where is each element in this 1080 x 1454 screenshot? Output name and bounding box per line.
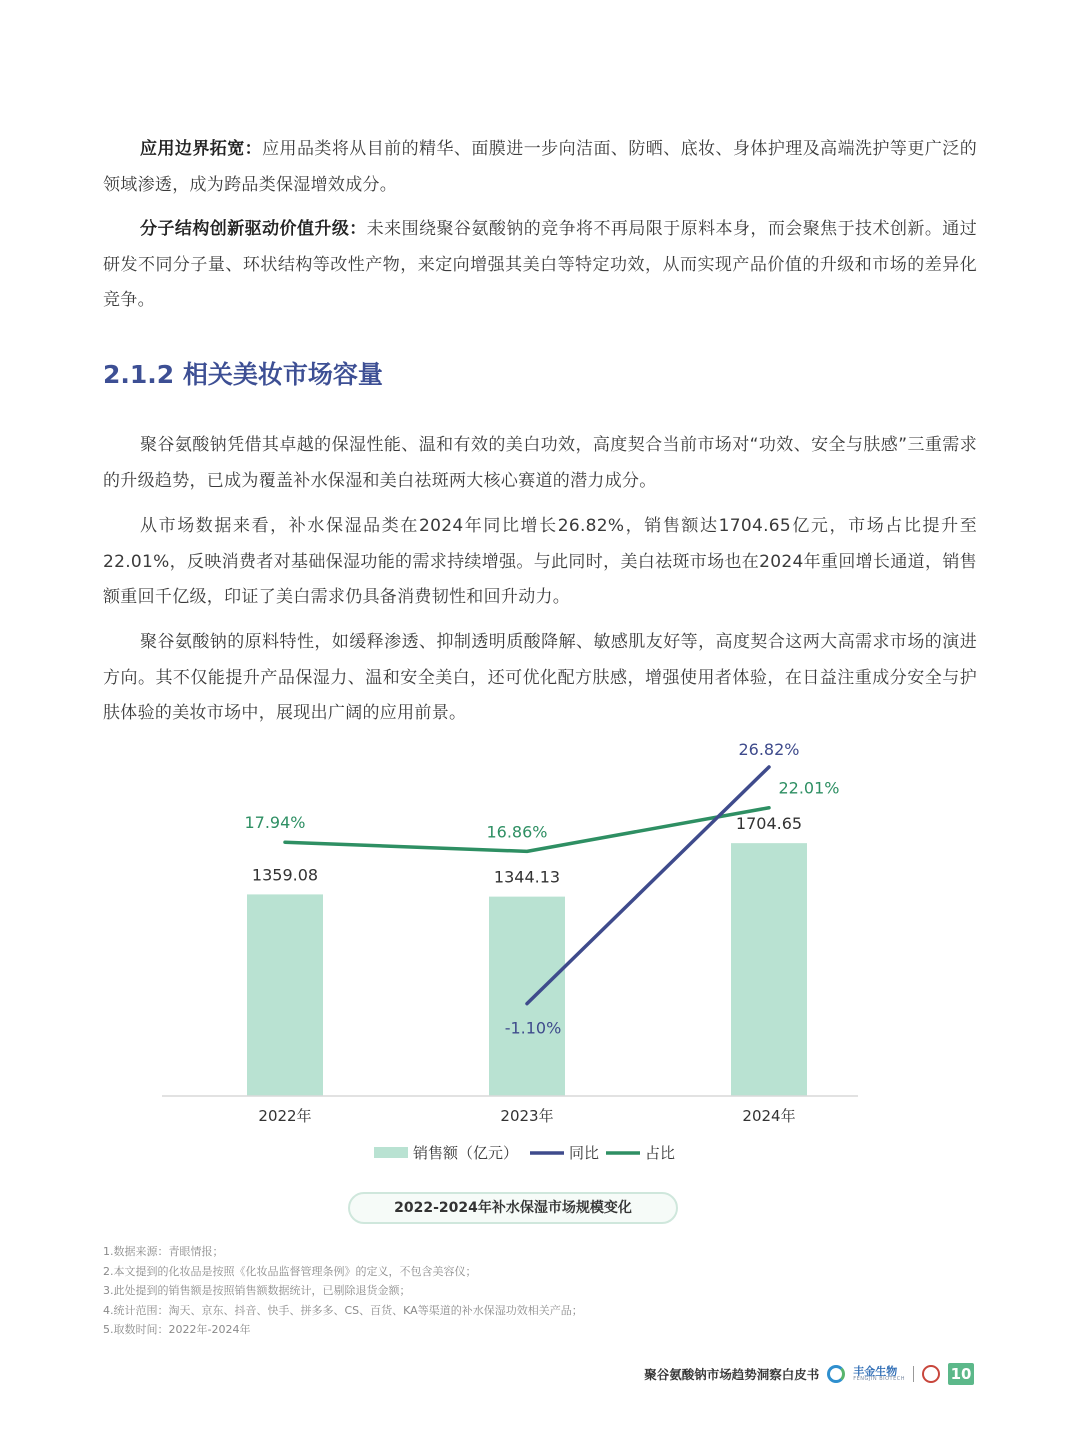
footnotes xyxy=(103,1242,583,1340)
legend-swatch-bar xyxy=(374,1147,408,1158)
yoy-value-label: 26.82% xyxy=(738,739,800,759)
share-value-label: 22.01% xyxy=(778,778,840,798)
bar-value-label: 1704.65 xyxy=(735,814,803,834)
paragraph-body: 应用品类将从目前的精华、面膜进一步向洁面、防晒、底妆、身体护理及高端洗护等更广泛的领域渗透，成为跨品类保湿增效成分。 xyxy=(103,139,977,195)
x-tick-label: 2022年 xyxy=(258,1107,312,1125)
paragraph-molecular-innovation xyxy=(103,212,977,319)
chart-legend xyxy=(374,1144,675,1162)
page-footer xyxy=(644,1362,974,1386)
chart-caption: 2022-2024年补水保湿市场规模变化 xyxy=(348,1192,678,1224)
fengjin-logo-icon xyxy=(827,1365,845,1383)
legend-label: 占比 xyxy=(645,1144,676,1162)
paragraph-lead: 应用边界拓宽： xyxy=(140,139,263,159)
bar-value-label: 1359.08 xyxy=(251,865,319,885)
footer-divider xyxy=(913,1366,914,1382)
legend-label: 销售额（亿元） xyxy=(413,1144,519,1162)
brand-logo xyxy=(853,1366,905,1382)
brand-logo-cn: 丰金生物 xyxy=(853,1365,898,1378)
bar xyxy=(489,897,565,1096)
partner-logo-icon xyxy=(922,1365,940,1383)
footnote: 3.此处提到的销售额是按照销售额数据统计，已剔除退货金额； xyxy=(103,1284,411,1297)
bar-value-label: 1344.13 xyxy=(493,867,561,887)
yoy-value-label: -1.10% xyxy=(504,1018,562,1038)
bar xyxy=(731,843,807,1096)
share-value-label: 16.86% xyxy=(486,822,548,842)
x-tick-label: 2023年 xyxy=(500,1107,554,1125)
paragraph-raw-material: 聚谷氨酸钠的原料特性，如缓释渗透、抑制透明质酸降解、敏感肌友好等，高度契合这两大高需求市场的演进方向。其不仅能提升产品保湿力、温和安全美白，还可优化配方肤感，增强使用者体验，在日益注重成分安全与护肤体验的美妆市场中，展现出广阔的应用前景。 xyxy=(103,632,977,723)
paragraph-market-data: 从市场数据来看，补水保湿品类在2024年同比增长26.82%，销售额达1704.65亿元，市场占比提升至22.01%，反映消费者对基础保湿功能的需求持续增强。与此同时，美白祛斑市场也在2024年重回增长通道，销售额重回千亿级，印证了美白需求仍具备消费韧性和回升动力。 xyxy=(103,516,977,607)
section-title: 2.1.2 相关美妆市场容量 xyxy=(103,360,383,389)
footnote: 5.取数时间：2022年-2024年 xyxy=(103,1323,251,1336)
footer-title: 聚谷氨酸钠市场趋势洞察白皮书 xyxy=(644,1367,820,1382)
x-tick-label: 2024年 xyxy=(742,1107,796,1125)
footnote: 4.统计范围：淘天、京东、抖音、快手、拼多多、CS、百货、KA等渠道的补水保湿功效相关产品； xyxy=(103,1303,583,1317)
page-number: 10 xyxy=(948,1363,974,1385)
footnote: 2.本文提到的化妆品是按照《化妆品监督管理条例》的定义，不包含美容仪； xyxy=(103,1264,477,1278)
share-value-label: 17.94% xyxy=(244,813,306,833)
brand-logo-en: FENGJIN BIOTECH xyxy=(853,1376,905,1382)
paragraph-lead: 分子结构创新驱动价值升级： xyxy=(140,219,367,239)
x-tick-labels xyxy=(258,1107,795,1125)
footnote: 1.数据来源：青眼情报； xyxy=(103,1245,224,1258)
paragraph-market-fit: 聚谷氨酸钠凭借其卓越的保湿性能、温和有效的美白功效，高度契合当前市场对“功效、安全与肤感”三重需求的升级趋势，已成为覆盖补水保湿和美白祛斑两大核心赛道的潜力成分。 xyxy=(103,435,977,491)
paragraph-application-boundary xyxy=(103,132,977,203)
paragraph-body: 未来围绕聚谷氨酸钠的竞争将不再局限于原料本身，而会聚焦于技术创新。通过研发不同分子量、环状结构等改性产物，来定向增强其美白等特定功效，从而实现产品价值的升级和市场的差异化竞争。 xyxy=(103,219,978,310)
legend-label: 同比 xyxy=(569,1144,600,1162)
market-size-chart xyxy=(150,730,870,1190)
bar xyxy=(247,894,323,1096)
